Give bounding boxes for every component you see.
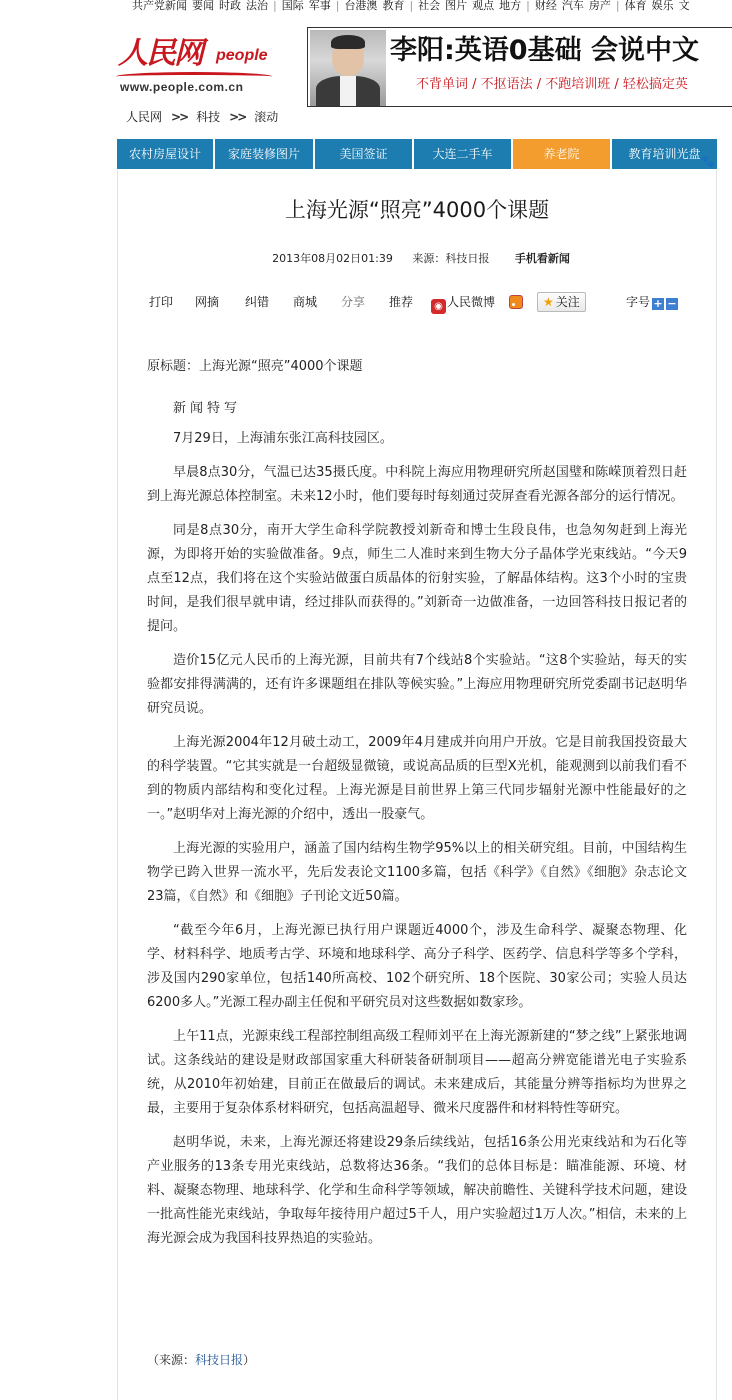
top-nav-link[interactable]: 房产 [588, 0, 611, 12]
article-paragraph: 上午11点，光源束线工程部控制组高级工程师刘平在上海光源新建的“梦之线”上紧张地调试。这条线站的建设是财政部国家重大科研装备研制项目——超高分辨宽能谱光电子实验系统，从2010年初始建，目前正在做最后的调试。未来建成后，其能量分辨等指标均为世界之最，主要用于复杂体系材料研究，包括高温超导、微米尺度器件和材料特性等研究。 [147, 1029, 687, 1116]
error-report-button[interactable]: 纠错 [245, 295, 270, 309]
article-datetime: 2013年08月02日01:39 [272, 252, 393, 265]
ad-banner[interactable] [307, 27, 732, 107]
ad-link-nursing-home[interactable]: 养老院 [513, 139, 612, 169]
share-label: 分享 [341, 295, 366, 309]
font-decrease-button[interactable]: − [667, 297, 677, 310]
font-size-control [626, 292, 678, 312]
article-paragraph: 7月29日，上海浦东张江高科技园区。 [173, 431, 393, 446]
font-increase-button[interactable]: + [653, 297, 663, 310]
ad-link-us-visa[interactable]: 美国签证 [315, 139, 414, 169]
top-nav-separator: | [335, 0, 340, 12]
article-paragraph: 同是8点30分，南开大学生命科学院教授刘新奇和博士生段良伟，也急匆匆赶到上海光源，为即将开始的实验做准备。9点，师生二人准时来到生物大分子晶体学光束线站。“今天9点至12点，我们将在这个实验站做蛋白质晶体的衍射实验，了解晶体结构。这3个小时的宝贵时间，是我们很早就申请，经过排队而获得的。”刘新奇一边做准备，一边回答科技日报记者的提问。 [147, 523, 687, 634]
font-size-label: 字号 [626, 295, 651, 309]
ad-link-edu-dvd-label: 教育培训光盘 [628, 147, 701, 161]
breadcrumb-item-tech[interactable]: 科技 [196, 110, 221, 124]
top-nav-link[interactable]: 要闻 [192, 0, 214, 12]
top-nav [0, 0, 732, 14]
ad-link-home-decor[interactable]: 家庭装修图片 [215, 139, 315, 169]
footer-source-link[interactable]: 科技日报 [195, 1353, 244, 1367]
breadcrumb-separator: >> [229, 110, 246, 124]
top-nav-link[interactable]: 娱乐 [651, 0, 674, 12]
weibo-label: 人民微博 [447, 295, 496, 309]
rss-button[interactable] [509, 292, 523, 312]
ad-link-dalian-car[interactable]: 大连二手车 [414, 139, 513, 169]
article-body [147, 355, 687, 1261]
print-button[interactable]: 打印 [149, 295, 174, 309]
star-icon: ★ [543, 295, 554, 309]
follow-label: 关注 [555, 295, 580, 309]
weibo-icon: ◉ [431, 299, 446, 314]
logo-chinese-text: 人民网 [118, 36, 202, 71]
top-nav-link[interactable]: 汽车 [561, 0, 584, 12]
top-nav-link[interactable]: 共产党新闻 [132, 0, 187, 12]
ad-shirt-shape [340, 76, 356, 106]
article-paragraph: 早晨8点30分，气温已达35摄氏度。中科院上海应用物理研究所赵国璧和陈嵘顶着烈日赶到上海光源总体控制室。未来12小时，他们要每时每刻通过荧屏查看光源各部分的运行情况。 [147, 465, 687, 504]
article-kicker: 新闻特写 [173, 401, 242, 416]
article-paragraph: 上海光源2004年12月破土动工，2009年4月建成并向用户开放。它是目前我国投资最大的科学装置。“它其实就是一台超级显微镜，或说高品质的巨型X光机，能观测到以前我们看不到的物质内部结构和变化过程。上海光源是目前世界上第三代同步辐射光源中性能最好的之一。”赵明华对上海光源的介绍中，透出一股豪气。 [147, 735, 687, 822]
mall-button[interactable]: 商城 [293, 295, 318, 309]
recommend-button[interactable]: 推荐 [389, 295, 414, 309]
top-nav-link[interactable]: 教育 [382, 0, 405, 12]
ad-subtitle: 不背单词 / 不抠语法 / 不跑培训班 / 轻松搞定英 [416, 77, 688, 92]
mobile-news-link[interactable]: 手机看新闻 [514, 252, 570, 265]
ad-link-edu-dvd[interactable] [612, 139, 717, 169]
article-source [412, 252, 489, 265]
logo-url: www.people.com.cn [120, 80, 244, 94]
breadcrumb-item-scroll[interactable]: 滚动 [254, 110, 279, 124]
follow-button[interactable] [537, 292, 586, 312]
ad-title: 李阳:英语0基础 会说中文 [390, 35, 699, 66]
ad-link-rural-house[interactable]: 农村房屋设计 [117, 139, 215, 169]
top-nav-link[interactable]: 地方 [499, 0, 522, 12]
article-paragraph: “截至今年6月，上海光源已执行用户课题近4000个，涉及生命科学、凝聚态物理、化学、材料科学、地质考古学、环境和地球科学、高分子科学、医药学、信息科学等多个学科，涉及国内290家单位，包括140所高校、102个研究所、18个医院、30家公司；实验人员达6200多人。”光源工程办副主任倪和平研究员对这些数据如数家珍。 [147, 923, 687, 1010]
wangzhai-button[interactable]: 网摘 [195, 295, 220, 309]
footer-source-suffix: ） [243, 1353, 256, 1367]
top-nav-link[interactable]: 观点 [472, 0, 495, 12]
top-nav-separator: | [526, 0, 530, 12]
article-paragraph: 赵明华说，未来，上海光源还将建设29条后续线站，包括16条公用光束线站和为石化等产业服务的13条专用光束线站，总数将达36条。“我们的总体目标是：瞄准能源、环境、材料、凝聚态物理、地球科学、化学和生命科学等领域，解决前瞻性、关键科学技术问题，建设一批高性能光束线站，争取每年接待用户超过5千人，用户实验超过1万人次。”相信，未来的上海光源会成为我国科技界热追的实验站。 [147, 1135, 687, 1246]
top-nav-separator: | [273, 0, 277, 12]
ad-link-bar [117, 139, 717, 169]
top-nav-link[interactable]: 文 [678, 0, 690, 12]
article-source-link[interactable]: 科技日报 [445, 252, 490, 265]
top-nav-link[interactable]: 法治 [246, 0, 268, 12]
breadcrumb [126, 108, 278, 126]
top-nav-link[interactable]: 财经 [534, 0, 557, 12]
ad-hair-shape [331, 35, 365, 49]
top-nav-link[interactable]: 国际 [281, 0, 304, 12]
top-nav-separator: | [409, 0, 414, 12]
top-nav-link[interactable]: 台港澳 [344, 0, 378, 12]
article-title: 上海光源“照亮”4000个课题 [284, 198, 550, 222]
weibo-button[interactable] [431, 292, 495, 314]
ad-person-photo [310, 30, 386, 106]
original-title: 原标题：上海光源“照亮”4000个课题 [147, 359, 363, 374]
paw-icon: 🐾 [701, 155, 715, 168]
top-nav-link[interactable]: 军事 [308, 0, 331, 12]
top-nav-link[interactable]: 体育 [624, 0, 647, 12]
footer-source-prefix: （来源： [147, 1353, 196, 1367]
article-meta [117, 251, 717, 267]
breadcrumb-item-people[interactable]: 人民网 [126, 110, 163, 124]
rss-icon [509, 295, 523, 309]
article-toolbar [149, 292, 689, 312]
top-nav-links [132, 0, 695, 13]
article-source-label: 来源： [412, 252, 446, 265]
people-logo[interactable] [118, 36, 278, 100]
article-footer-source [147, 1351, 255, 1369]
top-nav-link[interactable]: 时政 [219, 0, 241, 12]
top-nav-link[interactable]: 图片 [445, 0, 468, 12]
logo-english-text: people [216, 47, 268, 64]
follow-button-box [537, 292, 586, 312]
article-paragraph: 上海光源的实验用户，涵盖了国内结构生物学95%以上的相关研究组。目前，中国结构生物学已跨入世界一流水平，先后发表论文1100多篇，包括《科学》《自然》《细胞》杂志论文23篇，《自然》和《细胞》子刊论文近50篇。 [147, 841, 687, 904]
top-nav-link[interactable]: 社会 [418, 0, 441, 12]
article-paragraph: 造价15亿元人民币的上海光源，目前共有7个线站8个实验站。“这8个实验站，每天的实验都安排得满满的，还有许多课题组在排队等候实验。”上海应用物理研究所党委副书记赵明华研究员说。 [147, 653, 687, 716]
breadcrumb-separator: >> [171, 110, 188, 124]
top-nav-separator: | [615, 0, 620, 12]
